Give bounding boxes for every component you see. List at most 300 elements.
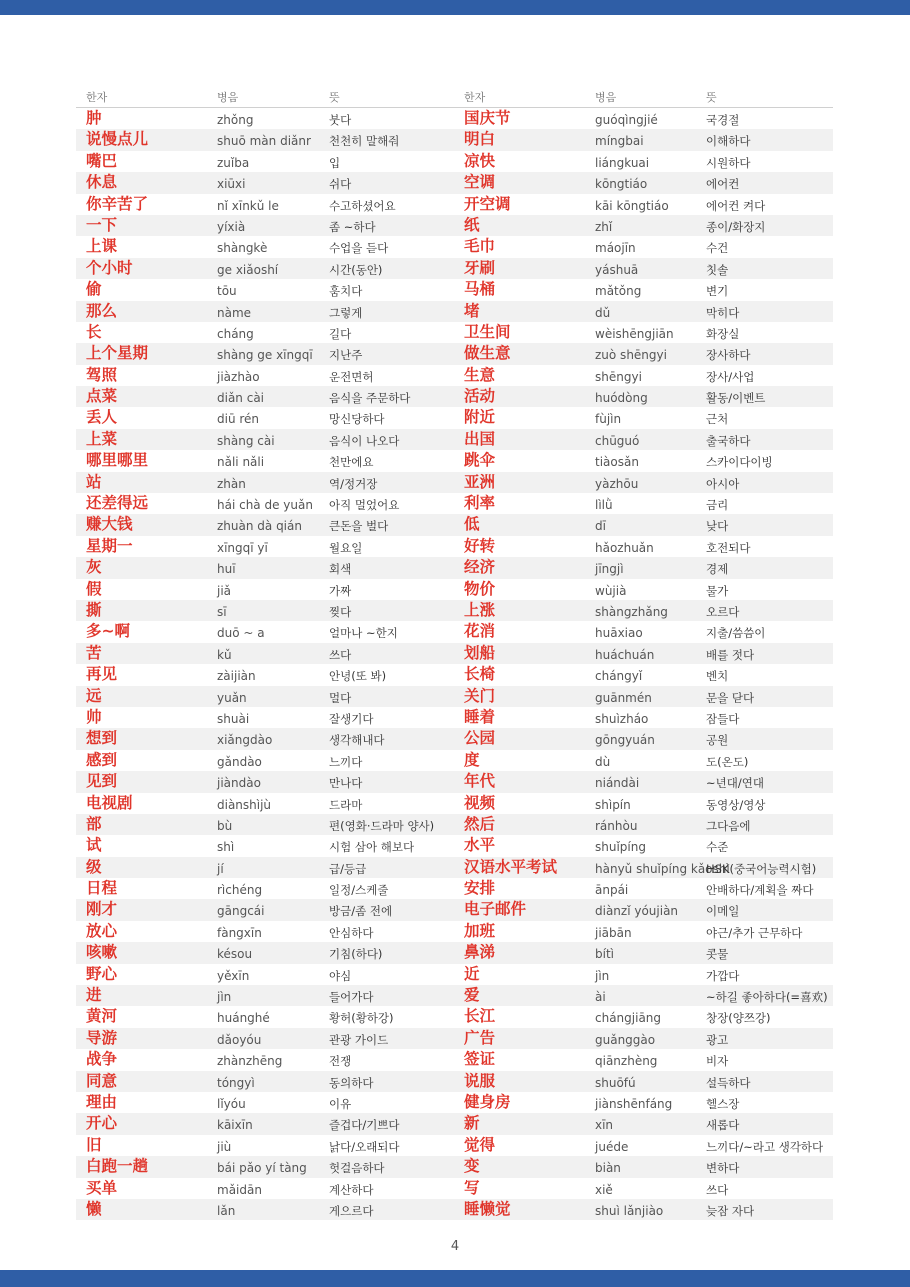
right-pinyin: tiàosǎn — [595, 455, 639, 470]
right-pinyin: jiābān — [595, 925, 632, 940]
right-pinyin: guānmén — [595, 690, 652, 705]
left-hanzi: 导游 — [86, 1028, 118, 1047]
left-meaning: 관광 가이드 — [329, 1032, 389, 1047]
right-meaning: 장사/사업 — [706, 369, 755, 384]
right-hanzi: 马桶 — [464, 280, 496, 299]
table-row — [76, 194, 833, 215]
left-meaning: 계산하다 — [329, 1182, 374, 1197]
table-row — [76, 835, 833, 856]
right-pinyin: máojīn — [595, 241, 636, 256]
right-hanzi: 年代 — [464, 772, 496, 791]
right-hanzi: 写 — [464, 1178, 480, 1197]
left-meaning: 낡다/오래되다 — [329, 1139, 400, 1154]
right-meaning: 가깝다 — [706, 968, 740, 983]
table-row — [76, 664, 833, 685]
right-pinyin: shuìzháo — [595, 711, 649, 726]
right-hanzi: 上涨 — [464, 600, 496, 619]
left-hanzi: 多~啊 — [86, 622, 130, 641]
left-meaning: 드라마 — [329, 797, 363, 812]
left-meaning: 음식이 나오다 — [329, 433, 400, 448]
left-meaning: 지난주 — [329, 348, 363, 363]
right-hanzi: 视频 — [464, 793, 496, 812]
right-pinyin: kōngtiáo — [595, 177, 648, 192]
table-row — [76, 1113, 833, 1134]
right-meaning: 늦잠 자다 — [706, 1203, 755, 1218]
left-pinyin: bù — [217, 818, 233, 833]
table-row — [76, 771, 833, 792]
right-meaning: 물가 — [706, 583, 729, 598]
left-hanzi: 肿 — [86, 109, 102, 127]
right-pinyin: bítì — [595, 947, 614, 962]
right-meaning: 그다음에 — [706, 818, 751, 833]
left-pinyin: mǎidān — [217, 1182, 262, 1197]
left-hanzi: 星期一 — [86, 536, 133, 555]
table-row — [76, 750, 833, 771]
left-pinyin: jiǎ — [217, 583, 232, 598]
table-row — [76, 985, 833, 1006]
left-hanzi: 休息 — [86, 173, 118, 192]
table-row — [76, 857, 833, 878]
table-row — [76, 964, 833, 985]
right-meaning: 근처 — [706, 412, 729, 427]
right-meaning: 콧물 — [706, 947, 729, 962]
right-pinyin: wèishēngjiān — [595, 326, 674, 341]
left-pinyin: diū rén — [217, 412, 260, 427]
right-meaning: 화장실 — [706, 326, 740, 341]
right-hanzi: 睡懒觉 — [464, 1199, 511, 1218]
right-hanzi: 睡着 — [464, 707, 496, 726]
right-hanzi: 毛巾 — [464, 237, 496, 256]
table-row — [76, 621, 833, 642]
left-pinyin: bái pǎo yí tàng — [217, 1161, 307, 1176]
table-row — [76, 172, 833, 193]
right-pinyin: jiànshēnfáng — [595, 1096, 673, 1111]
right-hanzi: 低 — [464, 515, 480, 534]
left-meaning: 역/정거장 — [329, 476, 378, 491]
left-meaning: 게으르다 — [329, 1203, 374, 1218]
table-row — [76, 1092, 833, 1113]
right-pinyin: chángyǐ — [595, 669, 643, 684]
left-pinyin: nǐ xīnkǔ le — [217, 198, 279, 213]
left-meaning: 전쟁 — [329, 1054, 352, 1069]
left-pinyin: shàng ge xīngqī — [217, 348, 313, 363]
left-hanzi: 进 — [86, 986, 102, 1005]
left-meaning: 훔치다 — [329, 284, 363, 299]
left-pinyin: diǎn cài — [217, 391, 265, 406]
left-meaning: 얼마나 ~한지 — [329, 626, 398, 641]
left-hanzi: 偷 — [86, 280, 102, 299]
left-pinyin: cháng — [217, 326, 254, 341]
right-meaning: 활동/이벤트 — [706, 391, 766, 406]
right-meaning: 동영상/영상 — [706, 797, 766, 812]
bottom-accent-bar — [0, 1270, 910, 1287]
table-row — [76, 151, 833, 172]
right-meaning: 국경절 — [706, 113, 740, 127]
right-meaning: 종이/화장지 — [706, 219, 766, 234]
left-hanzi: 刚才 — [86, 900, 118, 919]
right-meaning: 출국하다 — [706, 433, 751, 448]
right-meaning: 안배하다/계획을 짜다 — [706, 883, 814, 898]
left-pinyin: shàngkè — [217, 241, 268, 256]
right-hanzi: 空调 — [464, 173, 496, 192]
right-hanzi: 物价 — [464, 579, 496, 598]
right-hanzi: 加班 — [464, 921, 496, 940]
table-row — [76, 279, 833, 300]
left-meaning: 느끼다 — [329, 754, 363, 769]
left-pinyin: shàng cài — [217, 433, 275, 448]
right-hanzi: 长椅 — [464, 665, 496, 684]
left-hanzi: 你辛苦了 — [86, 194, 149, 213]
right-meaning: ~년대/연대 — [706, 776, 764, 791]
table-row — [76, 322, 833, 343]
right-meaning: 낮다 — [706, 519, 729, 534]
left-pinyin: yíxià — [217, 219, 246, 234]
left-hanzi: 野心 — [86, 964, 118, 983]
page-number: 4 — [450, 1239, 460, 1254]
left-hanzi: 哪里哪里 — [86, 451, 149, 470]
right-hanzi: 签证 — [464, 1050, 496, 1069]
left-pinyin: xiūxi — [217, 177, 246, 192]
left-pinyin: lǐyóu — [217, 1096, 246, 1111]
left-hanzi: 撕 — [86, 600, 102, 619]
left-pinyin: zhǒng — [217, 113, 254, 127]
right-pinyin: mǎtǒng — [595, 284, 642, 299]
right-pinyin: ānpái — [595, 883, 629, 898]
right-pinyin: shuōfú — [595, 1075, 636, 1090]
vocabulary-table — [76, 85, 833, 1220]
left-hanzi: 嘴巴 — [86, 151, 118, 170]
left-meaning: 기침(하다) — [329, 947, 383, 962]
left-hanzi: 放心 — [86, 921, 118, 940]
table-row — [76, 407, 833, 428]
right-pinyin: huódòng — [595, 391, 648, 406]
left-meaning: 길다 — [329, 326, 352, 341]
table-row — [76, 450, 833, 471]
left-hanzi: 见到 — [86, 772, 118, 791]
table-row — [76, 707, 833, 728]
left-pinyin: gǎndào — [217, 754, 262, 769]
left-hanzi: 部 — [86, 814, 102, 833]
table-row — [76, 1028, 833, 1049]
right-meaning: 잠들다 — [706, 711, 740, 726]
table-row — [76, 942, 833, 963]
table-row — [76, 1049, 833, 1070]
right-meaning: 시원하다 — [706, 155, 751, 170]
header-meaning-left: 뜻 — [329, 91, 340, 104]
right-hanzi: 利率 — [464, 494, 496, 513]
left-pinyin: késou — [217, 947, 253, 962]
header-pinyin-left: 병음 — [217, 91, 239, 104]
right-meaning: 설득하다 — [706, 1075, 751, 1090]
left-pinyin: jiàndào — [217, 776, 261, 791]
left-pinyin: huánghé — [217, 1011, 270, 1026]
right-pinyin: dī — [595, 519, 606, 534]
left-hanzi: 站 — [86, 472, 102, 491]
right-pinyin: fùjìn — [595, 412, 622, 427]
right-meaning: 공원 — [706, 733, 729, 748]
right-hanzi: 鼻涕 — [464, 943, 496, 962]
table-row — [76, 472, 833, 493]
table-row — [76, 557, 833, 578]
left-meaning: 망신당하다 — [329, 412, 385, 427]
right-meaning: 수건 — [706, 241, 729, 256]
left-pinyin: yuǎn — [217, 690, 247, 705]
left-meaning: 수고하셨어요 — [329, 198, 396, 213]
right-hanzi: 堵 — [464, 301, 480, 320]
left-hanzi: 试 — [86, 836, 102, 855]
left-pinyin: gāngcái — [217, 904, 265, 919]
top-accent-bar — [0, 0, 910, 15]
left-meaning: 찢다 — [329, 604, 352, 619]
left-pinyin: dǎoyóu — [217, 1032, 262, 1047]
left-hanzi: 驾照 — [86, 365, 118, 384]
left-meaning: 큰돈을 벌다 — [329, 519, 389, 534]
right-meaning: 헬스장 — [706, 1096, 740, 1111]
left-pinyin: zhàn — [217, 476, 246, 491]
table-row — [76, 236, 833, 257]
left-hanzi: 点菜 — [86, 387, 118, 406]
right-pinyin: huāxiao — [595, 626, 643, 641]
right-pinyin: hǎozhuǎn — [595, 540, 654, 555]
right-meaning: 변기 — [706, 284, 729, 299]
table-row — [76, 343, 833, 364]
right-hanzi: 做生意 — [464, 344, 511, 363]
left-meaning: 안심하다 — [329, 925, 374, 940]
right-meaning: 이메일 — [706, 904, 740, 919]
right-meaning: 창장(양쯔강) — [706, 1011, 771, 1026]
right-meaning: 비자 — [706, 1054, 729, 1069]
right-pinyin: xiě — [595, 1182, 613, 1197]
left-hanzi: 买单 — [86, 1178, 118, 1197]
right-pinyin: shēngyi — [595, 369, 642, 384]
table-row — [76, 1156, 833, 1177]
left-hanzi: 远 — [86, 686, 102, 705]
left-meaning: 야심 — [329, 968, 352, 983]
right-meaning: 경제 — [706, 562, 729, 577]
left-meaning: 그렇게 — [329, 305, 363, 320]
left-hanzi: 还差得远 — [86, 494, 149, 513]
right-meaning: 쓰다 — [706, 1182, 729, 1197]
right-pinyin: qiānzhèng — [595, 1054, 658, 1069]
left-hanzi: 旧 — [86, 1135, 102, 1154]
left-meaning: 붓다 — [329, 113, 352, 127]
right-meaning: 칫솔 — [706, 262, 729, 277]
right-hanzi: 国庆节 — [464, 109, 511, 127]
left-hanzi: 黄河 — [86, 1007, 118, 1026]
table-row — [76, 493, 833, 514]
table-row — [76, 215, 833, 236]
left-meaning: 쉬다 — [329, 177, 352, 192]
right-hanzi: 花消 — [464, 622, 496, 641]
table-row — [76, 1006, 833, 1027]
table-row — [76, 514, 833, 535]
right-pinyin: ránhòu — [595, 818, 638, 833]
right-hanzi: 然后 — [464, 814, 496, 833]
right-meaning: ~하길 좋아하다(=喜欢) — [706, 990, 828, 1005]
table-row — [76, 536, 833, 557]
left-meaning: 시험 삼아 해보다 — [329, 840, 415, 855]
right-pinyin: lìlǜ — [595, 498, 613, 513]
left-hanzi: 假 — [86, 579, 102, 598]
header-hanzi-left: 한자 — [86, 91, 108, 104]
left-meaning: 천만에요 — [329, 455, 374, 470]
right-pinyin: biàn — [595, 1161, 621, 1176]
right-pinyin: liángkuai — [595, 155, 650, 170]
table-row — [76, 129, 833, 150]
right-meaning: 오르다 — [706, 604, 740, 619]
right-pinyin: wùjià — [595, 583, 627, 598]
table-row — [76, 429, 833, 450]
left-hanzi: 那么 — [86, 301, 118, 320]
right-pinyin: jīngjì — [595, 562, 624, 577]
right-hanzi: 开空调 — [464, 194, 511, 213]
header-pinyin-right: 병음 — [595, 91, 617, 104]
right-meaning: 벤치 — [706, 669, 729, 684]
table-row — [76, 793, 833, 814]
table-row — [76, 878, 833, 899]
table-row — [76, 1071, 833, 1092]
right-pinyin: shuǐpíng — [595, 840, 646, 855]
left-meaning: 황허(황하강) — [329, 1011, 394, 1026]
right-hanzi: 公园 — [464, 729, 496, 748]
right-hanzi: 健身房 — [464, 1092, 511, 1111]
table-row — [76, 686, 833, 707]
right-pinyin: shàngzhǎng — [595, 604, 668, 619]
left-pinyin: shuài — [217, 711, 250, 726]
left-pinyin: huī — [217, 562, 236, 577]
left-hanzi: 上课 — [86, 237, 118, 256]
right-hanzi: 长江 — [464, 1007, 496, 1026]
right-hanzi: 爱 — [464, 986, 480, 1005]
left-pinyin: diànshìjù — [217, 797, 272, 812]
right-pinyin: niándài — [595, 776, 640, 791]
left-meaning: 가짜 — [329, 583, 352, 598]
table-row — [76, 1178, 833, 1199]
table-row — [76, 1135, 833, 1156]
left-meaning: 만나다 — [329, 776, 363, 791]
left-meaning: 좀 ~하다 — [329, 219, 376, 234]
right-pinyin: guǎnggào — [595, 1032, 656, 1047]
left-meaning: 헛걸음하다 — [329, 1161, 385, 1176]
left-pinyin: jìn — [217, 990, 232, 1005]
table-row — [76, 579, 833, 600]
right-pinyin: dù — [595, 754, 611, 769]
left-hanzi: 上菜 — [86, 429, 118, 448]
right-hanzi: 广告 — [464, 1028, 496, 1047]
left-meaning: 월요일 — [329, 540, 363, 555]
right-hanzi: 亚洲 — [464, 472, 496, 491]
left-pinyin: xiǎngdào — [217, 733, 273, 748]
right-pinyin: shìpín — [595, 797, 631, 812]
left-hanzi: 赚大钱 — [86, 515, 133, 534]
left-meaning: 잘생기다 — [329, 711, 374, 726]
right-meaning: 광고 — [706, 1032, 729, 1047]
left-meaning: 회색 — [329, 562, 352, 577]
left-pinyin: shì — [217, 840, 235, 855]
table-row — [76, 258, 833, 279]
table-row — [76, 301, 833, 322]
right-pinyin: yáshuā — [595, 262, 639, 277]
right-hanzi: 卫生间 — [464, 322, 511, 341]
left-pinyin: shuō màn diǎnr — [217, 134, 311, 149]
left-pinyin: ge xiǎoshí — [217, 262, 279, 277]
right-hanzi: 新 — [464, 1114, 480, 1133]
right-hanzi: 出国 — [464, 429, 496, 448]
table-header-row — [76, 85, 833, 108]
header-meaning-right: 뜻 — [706, 91, 717, 104]
right-meaning: 도(온도) — [706, 754, 749, 769]
right-hanzi: 纸 — [464, 215, 480, 234]
right-meaning: 배를 젓다 — [706, 647, 755, 662]
right-hanzi: 牙刷 — [464, 258, 496, 277]
right-pinyin: jìn — [595, 968, 610, 983]
right-pinyin: míngbai — [595, 134, 644, 149]
right-meaning: 수준 — [706, 840, 729, 855]
left-hanzi: 苦 — [86, 643, 102, 662]
left-pinyin: duō ~ a — [217, 626, 265, 641]
right-pinyin: guóqìngjié — [595, 113, 658, 127]
right-pinyin: dǔ — [595, 305, 611, 320]
right-pinyin: hànyǔ shuǐpíng kǎoshì — [595, 861, 730, 876]
right-meaning: 느끼다/~라고 생각하다 — [706, 1139, 824, 1154]
left-meaning: 운전면허 — [329, 369, 374, 384]
left-pinyin: lǎn — [217, 1203, 236, 1218]
right-meaning: 에어컨 켜다 — [706, 198, 766, 213]
left-pinyin: zàijiàn — [217, 669, 256, 684]
right-hanzi: 说服 — [464, 1071, 496, 1090]
right-hanzi: 觉得 — [464, 1135, 496, 1154]
right-hanzi: 安排 — [464, 879, 496, 898]
right-meaning: 장사하다 — [706, 348, 751, 363]
right-hanzi: 变 — [464, 1157, 480, 1176]
left-meaning: 입 — [329, 155, 341, 170]
left-pinyin: zuǐba — [217, 155, 250, 170]
table-row — [76, 1199, 833, 1220]
left-pinyin: kāixīn — [217, 1118, 253, 1133]
right-meaning: 이해하다 — [706, 134, 751, 149]
left-hanzi: 再见 — [86, 665, 118, 684]
left-meaning: 이유 — [329, 1096, 352, 1111]
right-meaning: 금리 — [706, 498, 729, 513]
right-pinyin: kāi kōngtiáo — [595, 198, 669, 213]
left-hanzi: 个小时 — [86, 258, 133, 277]
left-hanzi: 电视剧 — [86, 793, 133, 812]
left-hanzi: 开心 — [86, 1114, 118, 1133]
right-meaning: 변하다 — [706, 1161, 740, 1176]
table-body — [76, 108, 833, 1220]
right-hanzi: 生意 — [464, 365, 496, 384]
left-meaning: 안녕(또 봐) — [329, 669, 387, 684]
left-hanzi: 帅 — [86, 707, 102, 726]
right-pinyin: xīn — [595, 1118, 614, 1133]
left-meaning: 동의하다 — [329, 1075, 374, 1090]
left-hanzi: 白跑一趟 — [86, 1157, 149, 1176]
table-row — [76, 728, 833, 749]
right-pinyin: shuì lǎnjiào — [595, 1203, 664, 1218]
left-meaning: 아직 멀었어요 — [329, 498, 400, 513]
left-pinyin: zhuàn dà qián — [217, 519, 302, 534]
right-pinyin: zuò shēngyi — [595, 348, 667, 363]
left-pinyin: nǎli nǎli — [217, 455, 265, 470]
right-meaning: 문을 닫다 — [706, 690, 755, 705]
left-pinyin: rìchéng — [217, 883, 263, 898]
header-hanzi-right: 한자 — [464, 91, 486, 104]
table-row — [76, 643, 833, 664]
left-hanzi: 灰 — [86, 558, 102, 577]
left-hanzi: 级 — [86, 857, 102, 876]
left-hanzi: 上个星期 — [86, 344, 149, 363]
right-meaning: 호전되다 — [706, 540, 751, 555]
